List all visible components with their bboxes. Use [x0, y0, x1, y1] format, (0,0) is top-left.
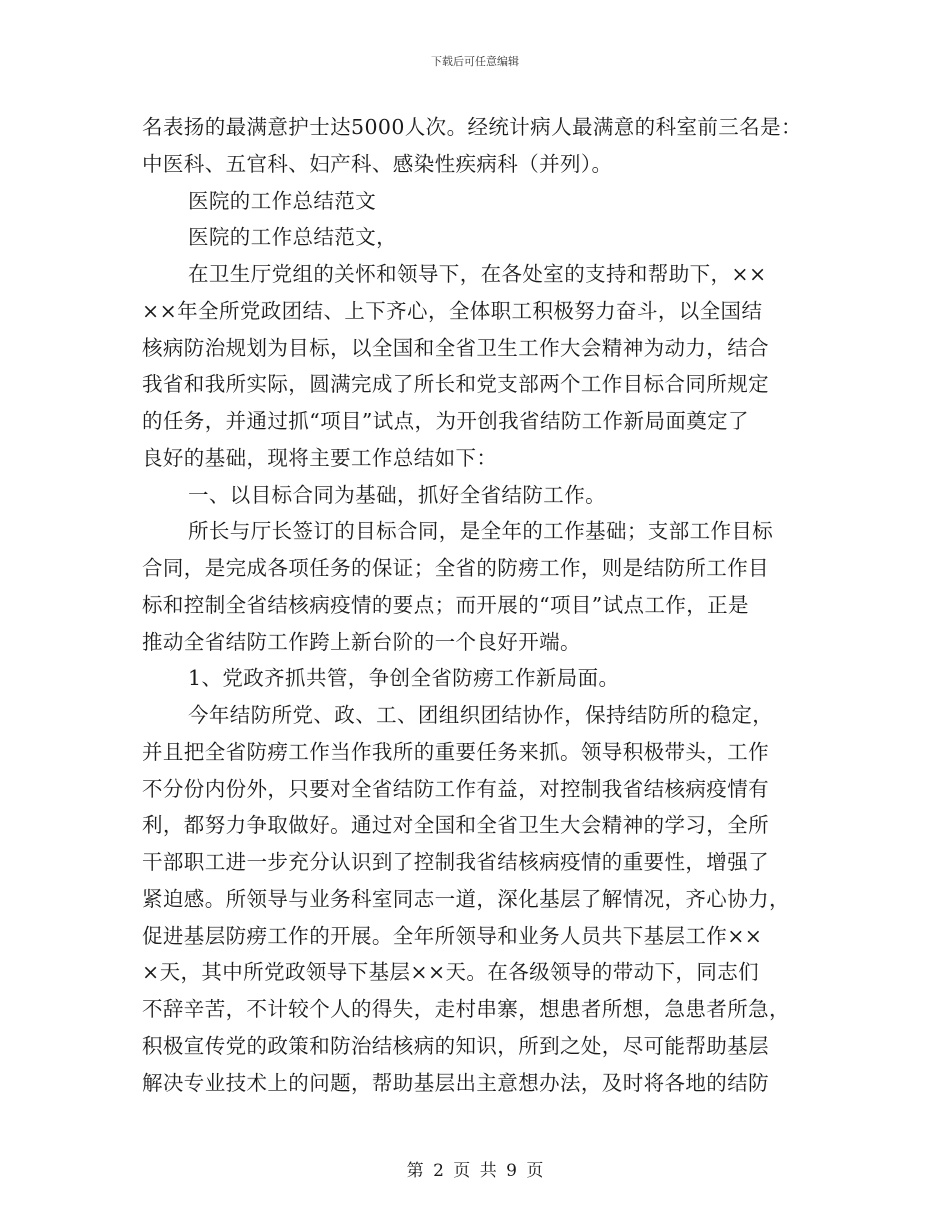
- body-text: [142, 109, 808, 1101]
- text-line: 良好的基础，现将主要工作总结如下：: [142, 445, 498, 470]
- text-line: ×天，其中所党政领导下基层××天。在各级领导的带动下，同志们: [142, 960, 760, 985]
- text-line: 紧迫感。所领导与业务科室同志一道，深化基层了解情况，齐心协力，: [142, 886, 790, 911]
- text-line: 解决专业技术上的问题，帮助基层出主意想办法，及时将各地的结防: [142, 1070, 769, 1095]
- page-number: 第 2 页 共 9 页: [406, 1161, 544, 1181]
- text-line: 标和控制全省结核病疫情的要点；而开展的“项目”试点工作，正是: [142, 592, 749, 617]
- text-line: 中医科、五官科、妇产科、感染性疾病科（并列）。: [142, 151, 613, 176]
- text-line: 不辞辛苦，不计较个人的得失，走村串寨，想患者所想，急患者所急，: [142, 997, 790, 1021]
- text-line: 干部职工进一步充分认识到了控制我省结核病疫情的重要性，增强了: [142, 850, 769, 874]
- text-line: 我省和我所实际，圆满完成了所长和党支部两个工作目标合同所规定: [142, 372, 769, 397]
- text-line: ××年全所党政团结、上下齐心，全体职工积极努力奋斗，以全国结: [142, 298, 763, 323]
- text-line: 不分份内份外，只要对全省结防工作有益，对控制我省结核病疫情有: [142, 776, 769, 801]
- text-line: 合同，是完成各项任务的保证；全省的防痨工作，则是结防所工作目: [142, 556, 769, 580]
- section-heading: 一、以目标合同为基础，抓好全省结防工作。: [188, 482, 606, 507]
- text-line: 所长与厅长签订的目标合同，是全年的工作基础；支部工作目标: [188, 519, 774, 544]
- text-line: 今年结防所党、政、工、团组织团结协作，保持结防所的稳定，: [188, 703, 774, 727]
- section-title: 医院的工作总结范文: [188, 188, 377, 213]
- subsection-heading: 1、党政齐抓共管，争创全省防痨工作新局面。: [188, 666, 620, 691]
- text-line: 名表扬的最满意护士达5000人次。经统计病人最满意的科室前三名是：: [142, 115, 802, 139]
- text-line: 促进基层防痨工作的开展。全年所领导和业务人员共下基层工作××: [142, 923, 763, 948]
- text-line: 在卫生厅党组的关怀和领导下，在各处室的支持和帮助下，××: [188, 262, 767, 286]
- text-line: 积极宣传党的政策和防治结核病的知识，所到之处，尽可能帮助基层: [142, 1033, 769, 1058]
- text-line: 利，都努力争取做好。通过对全国和全省卫生大会精神的学习，全所: [142, 813, 769, 838]
- text-line: 核病防治规划为目标，以全国和全省卫生工作大会精神为动力，结合: [142, 335, 769, 360]
- text-line: 的任务，并通过抓“项目”试点，为开创我省结防工作新局面奠定了: [142, 409, 749, 433]
- text-line: 推动全省结防工作跨上新台阶的一个良好开端。: [142, 629, 581, 654]
- text-line: 医院的工作总结范文，: [188, 225, 397, 250]
- header-note: 下载后可任意编辑: [431, 55, 519, 68]
- text-line: 并且把全省防痨工作当作我所的重要任务来抓。领导积极带头，工作: [142, 739, 769, 764]
